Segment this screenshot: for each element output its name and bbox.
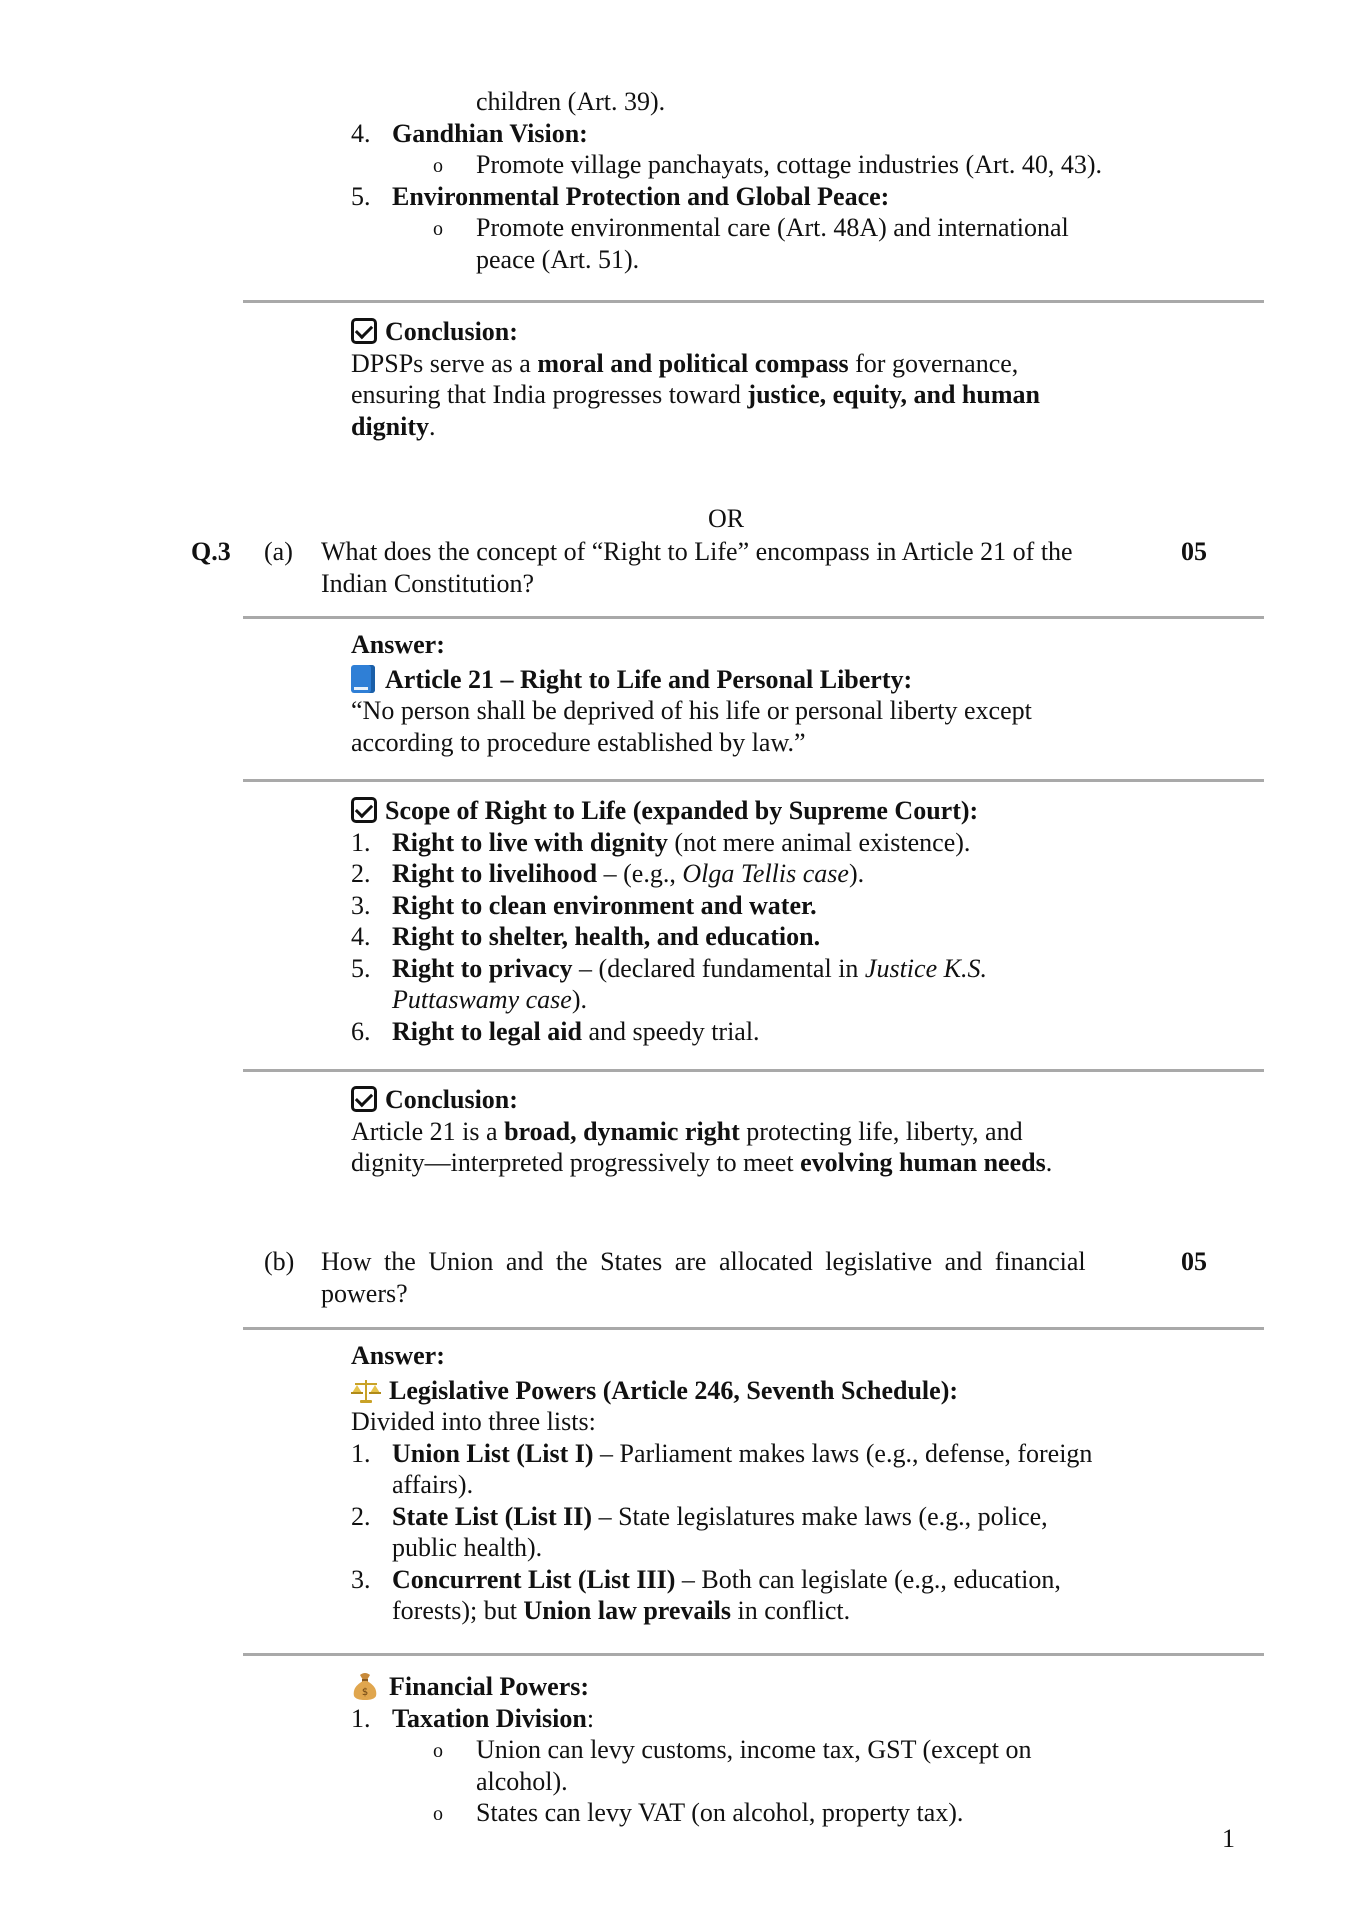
check-icon — [351, 797, 377, 823]
divider — [243, 1069, 1264, 1072]
question-b-marks: 05 — [1181, 1247, 1207, 1276]
dpsp-continuation: children (Art. 39). 4. Gandhian Vision: o Promote village panchayats, cottage industries (Art. 40, 43). 5. Environmental Protection and Global Peace: o Promote environmental care (Art. 48A) and international peace (Art. 51). — [351, 86, 1231, 275]
sub-list-item: o Promote village panchayats, cottage industries (Art. 40, 43). — [433, 150, 1103, 179]
conclusion-article-21: Conclusion: Article 21 is a broad, dynamic right protecting life, liberty, and dignity—interpreted progressively to meet evolving human needs. — [351, 1085, 1053, 1177]
page-number: 1 — [1222, 1824, 1235, 1853]
sub-list-item: o Union can levy customs, income tax, GST (except on — [433, 1735, 1032, 1764]
divider — [243, 779, 1264, 782]
question-number: Q.3 — [191, 537, 231, 566]
svg-text:$: $ — [361, 1687, 369, 1698]
check-icon — [351, 318, 377, 344]
list-item: 1. Union List (List I) – Parliament makes laws (e.g., defense, foreign — [351, 1438, 1093, 1468]
question-b-text: How the Union and the States are allocated legislative and financial powers? — [321, 1247, 1086, 1308]
legislative-powers: Answer: Legislative Powers (Article 246, Seventh Schedule): Divided into three lists: 1. Union List (List I) – Parliament makes laws (e.g., defense, foreign affairs). 2. State List (List II) – State legislatures make laws (e.g., police, public health). 3. Concurrent List (List III) – Both can legislate (e.g., education, forests); but Union law prevails in conflict. — [351, 1340, 1231, 1627]
divider — [243, 300, 1264, 303]
question-part-b: (b) — [264, 1247, 295, 1276]
scope-of-right-to-life: Scope of Right to Life (expanded by Supreme Court): 1. Right to live with dignity (not mere animal existence). 2. Right to livelihood – (e.g., Olga Tellis case). 3. Right to clean environment and water. 4. Right to shelter, health, and education. 5. Right to privacy – (declared fundamental in Justice K.S. Puttaswamy case). 6. Right to legal aid and speedy trial. — [351, 795, 1231, 1047]
divider — [243, 616, 1264, 619]
list-item: 6. Right to legal aid and speedy trial. — [351, 1016, 760, 1046]
or-separator: OR — [708, 504, 745, 533]
list-item: 4. Gandhian Vision: — [351, 118, 588, 148]
list-item: 1. Right to live with dignity (not mere animal existence). — [351, 827, 971, 857]
money-bag-icon — [351, 1671, 379, 1701]
check-icon — [351, 1086, 377, 1112]
list-item: 5. Environmental Protection and Global Peace: — [351, 181, 890, 211]
scope-heading: Scope of Right to Life (expanded by Supreme Court): — [385, 796, 979, 825]
article-heading: Article 21 – Right to Life and Personal Liberty: — [385, 664, 913, 694]
legislative-heading: Legislative Powers (Article 246, Seventh Schedule): — [389, 1375, 959, 1405]
conclusion-heading: Conclusion: — [385, 317, 518, 346]
sub-list-item: o States can levy VAT (on alcohol, property tax). — [433, 1798, 964, 1827]
scale-icon — [351, 1377, 381, 1405]
list-item: 2. State List (List II) – State legislatures make laws (e.g., police, — [351, 1501, 1048, 1531]
conclusion-heading: Conclusion: — [385, 1085, 518, 1114]
list-item: 1. Taxation Division: — [351, 1703, 595, 1733]
answer-label: Answer: — [351, 630, 445, 659]
list-item: 5. Right to privacy – (declared fundamental in Justice K.S. — [351, 953, 987, 983]
sub-list-item: o Promote environmental care (Art. 48A) and international — [433, 213, 1069, 242]
question-part-a: (a) — [264, 537, 293, 566]
book-icon — [351, 665, 375, 693]
question-a-marks: 05 — [1181, 537, 1207, 566]
list-item: 3. Concurrent List (List III) – Both can legislate (e.g., education, — [351, 1564, 1061, 1594]
answer-a-intro: Answer: Article 21 – Right to Life and Personal Liberty: “No person shall be deprived of his life or personal liberty except according to procedure established by law.” — [351, 630, 1032, 757]
divider — [243, 1327, 1264, 1330]
financial-powers: $ Financial Powers: 1. Taxation Division: o Union can levy customs, income tax, GST (except on alcohol). o States can levy VAT (on alcohol, property tax). — [351, 1671, 1231, 1829]
divider — [243, 1653, 1264, 1656]
continuation-text: children (Art. 39). — [476, 87, 666, 116]
conclusion-dpsp: Conclusion: DPSPs serve as a moral and political compass for governance, ensuring that India progresses toward justice, equity, and human dignity. — [351, 317, 1040, 441]
question-a-text: What does the concept of “Right to Life” encompass in Article 21 of the Indian Constitution? — [321, 537, 1073, 598]
list-item: 3. Right to clean environment and water. — [351, 890, 817, 920]
financial-heading: Financial Powers: — [389, 1672, 590, 1701]
answer-label: Answer: — [351, 1341, 445, 1370]
list-item: 2. Right to livelihood – (e.g., Olga Tellis case). — [351, 859, 865, 888]
list-item: 4. Right to shelter, health, and education. — [351, 922, 821, 951]
